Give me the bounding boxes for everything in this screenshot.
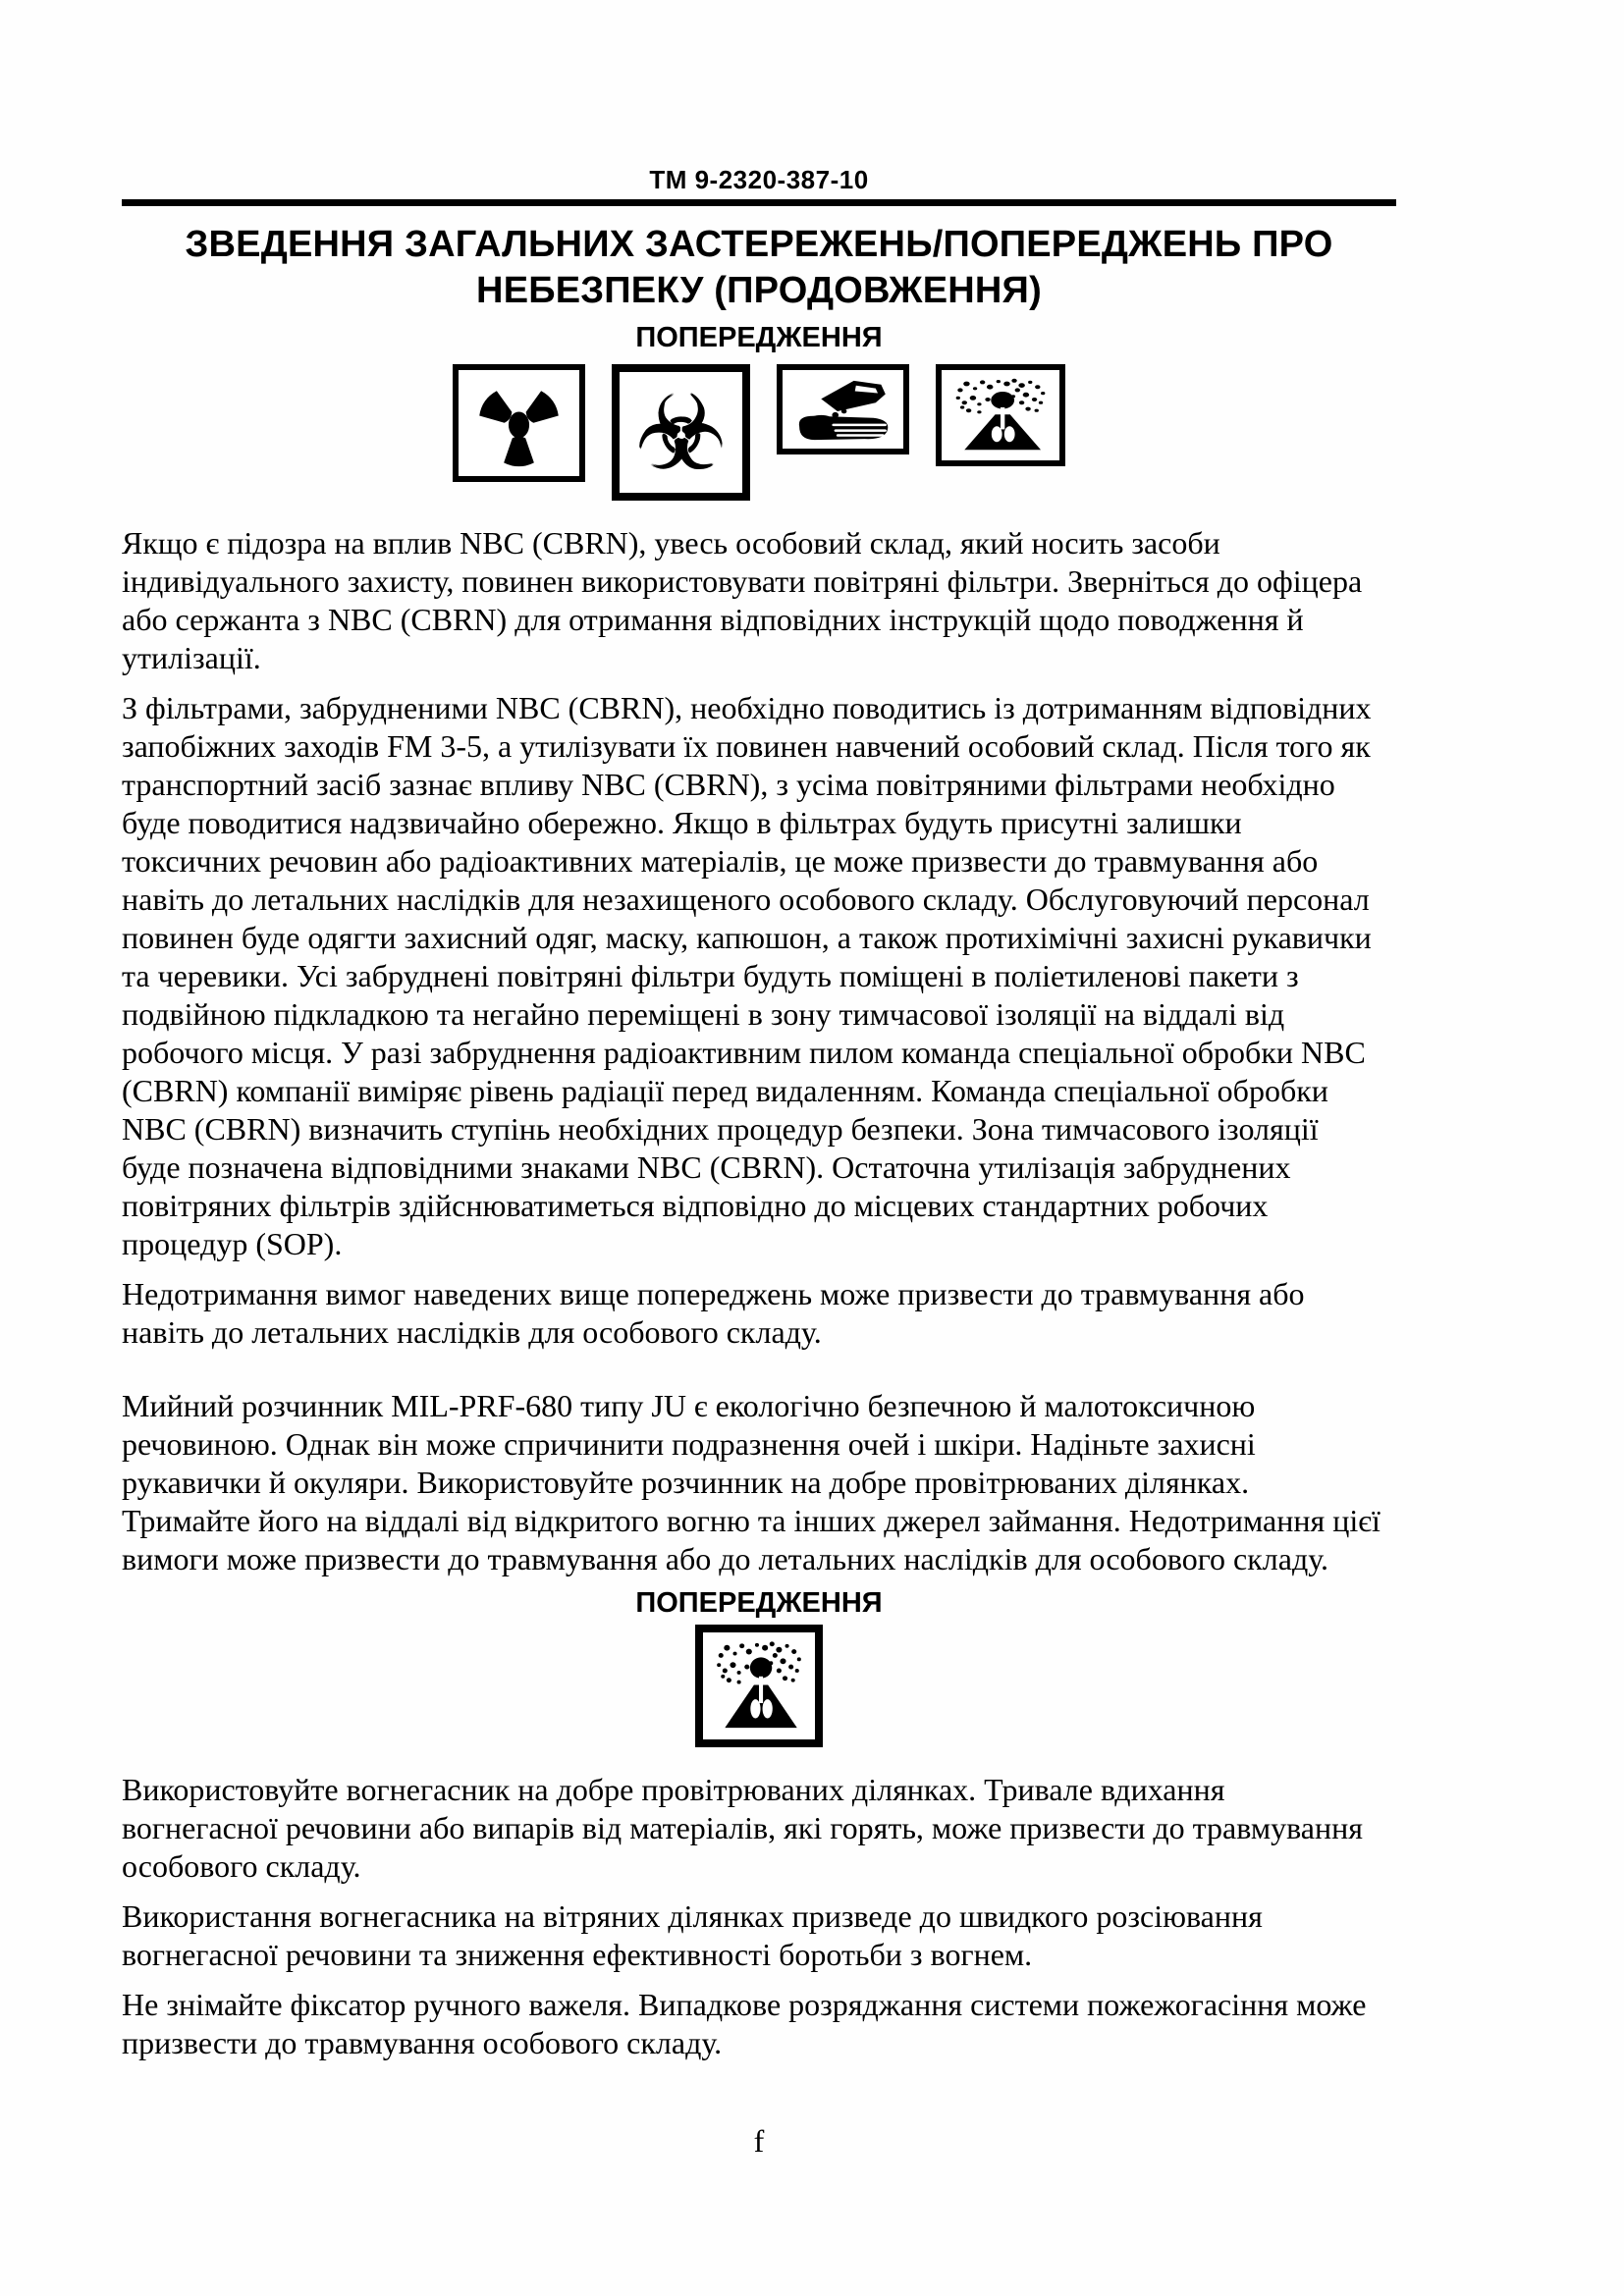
header-rule — [122, 199, 1396, 206]
page-title — [122, 222, 1396, 314]
paragraph-fire-extinguisher-wind: Використання вогнегасника на вітряних ділянках призведе до швидкого розсіювання вогнегасної речовини та зниження ефективності боротьби з вогнем. — [122, 1898, 1263, 1972]
vapor-inhalation-icon — [695, 1625, 823, 1747]
paragraph-solvent-mil-prf-680: Мийний розчинник MIL-PRF-680 типу JU є екологічно безпечною й малотоксичною речовиною. Однак він може спричинити подразнення очей і шкіри. Надіньте захисні рукавички й окуляри. Використовуйте розчинник на добре провітрюваних ділянках. Тримайте його на віддалі від відкритого вогню та інших джерел займання. Недотримання цієї вимоги може призвести до травмування або до летальних наслідків для особового складу. — [122, 1388, 1380, 1576]
page-title-line1: ЗВЕДЕННЯ ЗАГАЛЬНИХ ЗАСТЕРЕЖЕНЬ/ПОПЕРЕДЖЕНЬ ПРО — [185, 224, 1333, 265]
vapor-inhalation-icon — [936, 364, 1065, 466]
warning-icon-row — [122, 364, 1396, 501]
page-title-line2: НЕБЕЗПЕКУ (ПРОДОВЖЕННЯ) — [476, 270, 1042, 311]
page-number: f — [753, 2123, 765, 2159]
paragraph-hand-lever-lock: Не знімайте фіксатор ручного важеля. Випадкове розряджання системи пожежогасіння може призвести до травмування особового складу. — [122, 1987, 1367, 2060]
biohazard-glyph: ☣ — [634, 372, 728, 493]
warning-heading-2: ПОПЕРЕДЖЕННЯ — [635, 1587, 883, 1619]
warning-icon-single-row — [122, 1625, 1396, 1747]
corrosive-icon — [777, 364, 909, 454]
doc-number: ТМ 9-2320-387-10 — [649, 165, 869, 194]
biohazard-icon — [612, 364, 750, 501]
paragraph-nbc-filter-handling: З фільтрами, забрудненими NBC (CBRN), необхідно поводитись із дотриманням відповідних запобіжних заходів FM 3-5, а утилізувати їх повинен навчений особовий склад. Після того як транспортний засіб зазнає впливу NBC (CBRN), з усіма повітряними фільтрами необхідно буде поводитися надзвичайно обережно. Якщо в фільтрах будуть присутні залишки токсичних речовин або радіоактивних матеріалів, це може призвести до травмування або навіть до летальних наслідків для незахищеного особового складу. Обслуговуючий персонал повинен буде одягти захисний одяг, маску, капюшон, а також протихімічні захисні рукавички та черевики. Усі забруднені повітряні фільтри будуть поміщені в поліетиленові пакети з подвійною підкладкою та негайно переміщені в зону тимчасової ізоляції на віддалі від робочого місця. У разі забруднення радіоактивним пилом команда спеціальної обробки NBC (CBRN) компанії виміряє рівень радіації перед видаленням. Команда спеціальної обробки NBC (CBRN) визначить ступінь необхідних процедур безпеки. Зона тимчасового ізоляції буде позначена відповідними знаками NBC (CBRN). Остаточна утилізація забруднених повітряних фільтрів здійснюватиметься відповідно до місцевих стандартних робочих процедур (SOP). — [122, 690, 1372, 1261]
radiation-icon — [453, 364, 585, 482]
paragraph-warning-consequences: Недотримання вимог наведених вище попереджень може призвести до травмування або навіть до летальних наслідків для особового складу. — [122, 1276, 1305, 1350]
paragraph-nbc-exposure: Якщо є підозра на вплив NBC (CBRN), увесь особовий склад, який носить засоби індивідуального захисту, повинен використовувати повітряні фільтри. Зверніться до офіцера або сержанта з NBC (CBRN) для отримання відповідних інструкцій щодо поводження й утилізації. — [122, 525, 1363, 675]
paragraph-fire-extinguisher-ventilation: Використовуйте вогнегасник на добре провітрюваних ділянках. Тривале вдихання вогнегасної речовини або випарів від матеріалів, які горять, може призвести до травмування особового складу. — [122, 1772, 1363, 1884]
warning-heading-1: ПОПЕРЕДЖЕННЯ — [635, 322, 883, 353]
